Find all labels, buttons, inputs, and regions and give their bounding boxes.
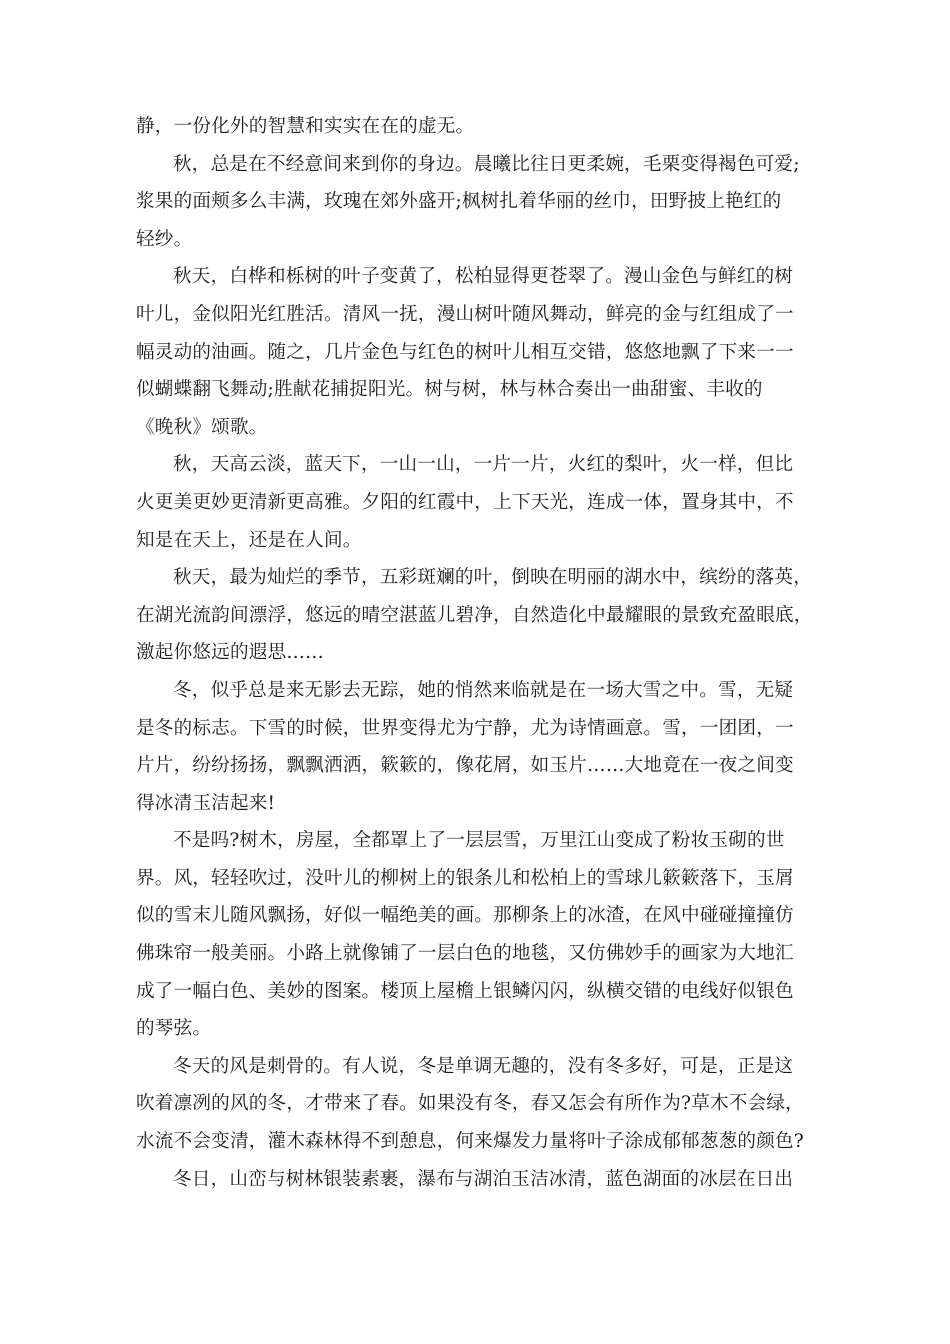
text-line: 成了一幅白色、美妙的图案。楼顶上屋檐上银鳞闪闪，纵横交错的电线好似银色	[136, 980, 794, 1002]
text-line: 佛珠帘一般美丽。小路上就像铺了一层白色的地毯，又仿佛妙手的画家为大地汇	[136, 943, 794, 965]
text-line: 片片，纷纷扬扬，飘飘洒洒，簌簌的，像花屑，如玉片……大地竟在一夜之间变	[136, 755, 794, 777]
text-line: 幅灵动的油画。随之，几片金色与红色的树叶儿相互交错，悠悠地飘了下来一一	[136, 341, 794, 363]
text-line: 秋，总是在不经意间来到你的身边。晨曦比往日更柔婉，毛栗变得褐色可爱;	[173, 153, 800, 175]
text-line: 界。风，轻轻吹过，没叶儿的柳树上的银条儿和松柏上的雪球儿簌簌落下，玉屑	[136, 867, 794, 889]
text-line: 冬日，山峦与树林银装素裹，瀑布与湖泊玉洁冰清，蓝色湖面的冰层在日出	[173, 1168, 794, 1190]
text-line: 秋天，白桦和栎树的叶子变黄了，松柏显得更苍翠了。漫山金色与鲜红的树	[173, 266, 794, 288]
text-line: 是冬的标志。下雪的时候，世界变得尤为宁静，尤为诗情画意。雪，一团团，一	[136, 717, 794, 739]
paragraph	[136, 559, 818, 672]
paragraph	[136, 258, 818, 446]
text-line: 得冰清玉洁起来!	[136, 792, 276, 814]
text-line: 的琴弦。	[136, 1018, 212, 1040]
text-line: 冬，似乎总是来无影去无踪，她的悄然来临就是在一场大雪之中。雪，无疑	[173, 679, 794, 701]
text-line: 似的雪末儿随风飘扬，好似一幅绝美的画。那柳条上的冰渣，在风中碰碰撞撞仿	[136, 905, 794, 927]
text-line: 叶儿，金似阳光红胜活。清风一抚，漫山树叶随风舞动，鲜亮的金与红组成了一	[136, 303, 794, 325]
text-line: 知是在天上，还是在人间。	[136, 529, 362, 551]
paragraph	[136, 672, 818, 822]
text-line: 秋天，最为灿烂的季节，五彩斑斓的叶，倒映在明丽的湖水中，缤纷的落英，	[173, 567, 812, 589]
paragraph	[136, 446, 818, 559]
text-line: 浆果的面颊多么丰满，玫瑰在郊外盛开;枫树扎着华丽的丝巾，田野披上艳红的	[136, 191, 782, 213]
text-line: 不是吗?树木，房屋，全都罩上了一层层雪，万里江山变成了粉妆玉砌的世	[173, 830, 785, 852]
text-line: 静，一份化外的智慧和实实在在的虚无。	[136, 116, 475, 137]
paragraph	[136, 108, 818, 146]
text-line: 火更美更妙更清新更高雅。夕阳的红霞中，上下天光，连成一体，置身其中，不	[136, 491, 794, 513]
text-line: 似蝴蝶翻飞舞动;胜献花捕捉阳光。树与树，林与林合奏出一曲甜蜜、丰收的	[136, 379, 763, 401]
paragraph	[136, 1161, 818, 1199]
paragraph	[136, 146, 818, 259]
text-line: 秋，天高云淡，蓝天下，一山一山，一片一片，火红的梨叶，火一样，但比	[173, 454, 794, 476]
text-line: 水流不会变清，灌木森林得不到憩息，何来爆发力量将叶子涂成郁郁葱葱的颜色?	[136, 1131, 804, 1153]
body-text	[136, 108, 818, 1198]
text-line: 激起你悠远的遐思……	[136, 642, 324, 664]
paragraph	[136, 1048, 818, 1161]
text-line: 吹着凛冽的风的冬，才带来了春。如果没有冬，春又怎会有所作为?草木不会绿，	[136, 1093, 804, 1115]
text-line: 冬天的风是刺骨的。有人说，冬是单调无趣的，没有冬多好，可是，正是这	[173, 1055, 794, 1077]
text-line: 《晚秋》颂歌。	[136, 416, 268, 438]
text-line: 轻纱。	[136, 228, 193, 250]
text-line: 在湖光流韵间漂浮，悠远的晴空湛蓝儿碧净，自然造化中最耀眼的景致充盈眼底，	[136, 604, 813, 626]
paragraph	[136, 822, 818, 1048]
